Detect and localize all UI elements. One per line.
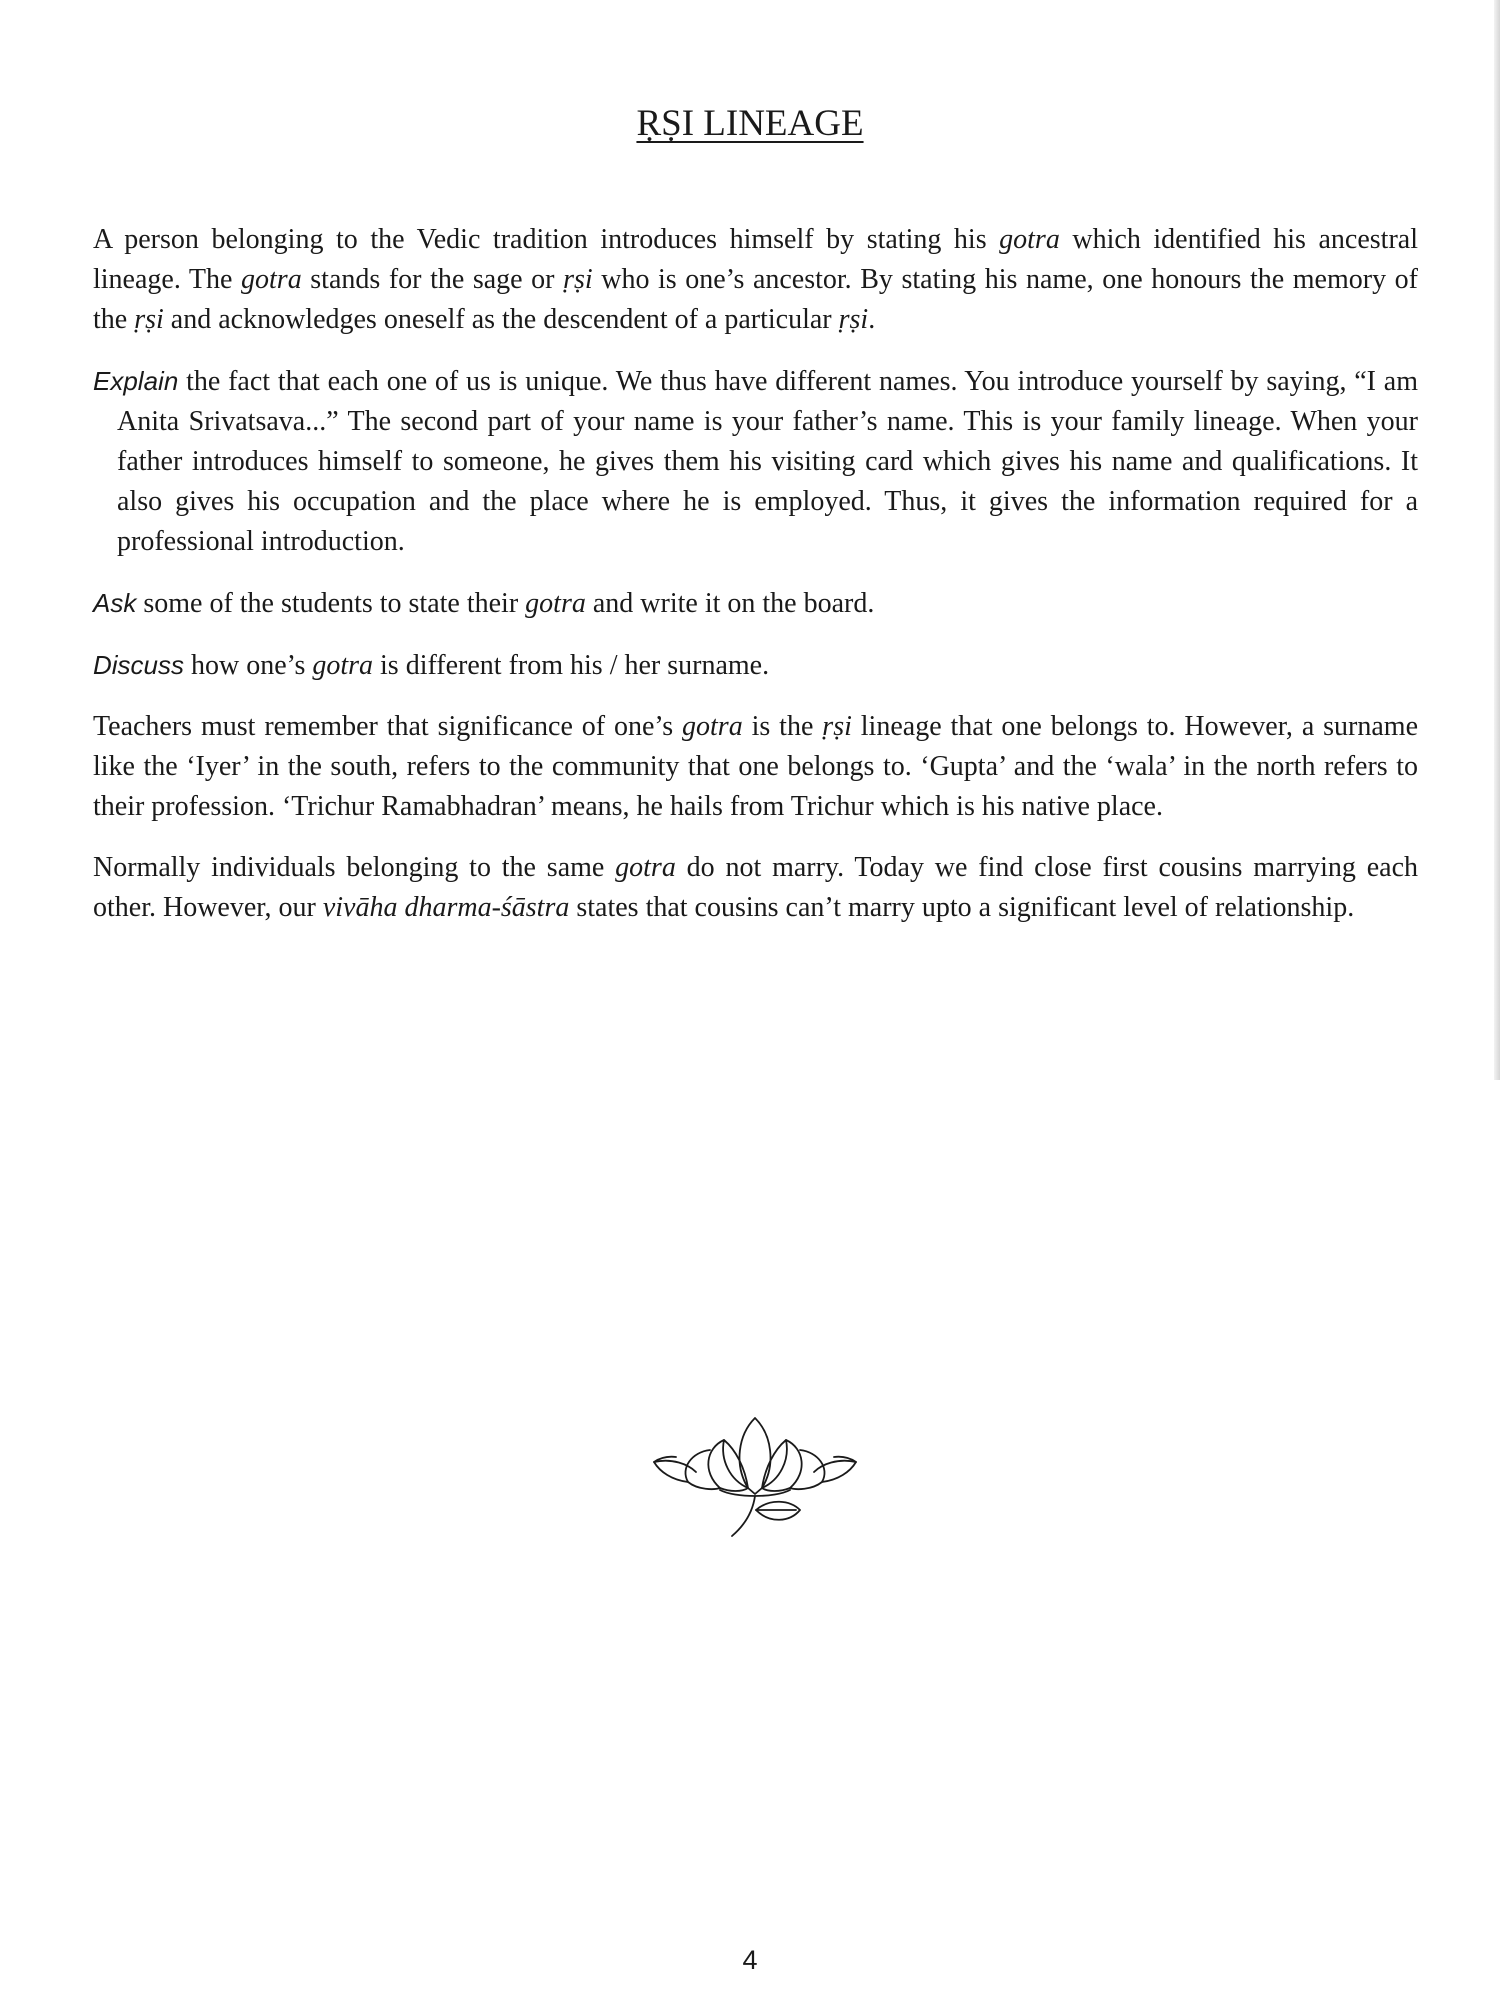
paragraph-ask: Ask some of the students to state their gotra and write it on the board. xyxy=(93,588,875,619)
lotus-icon xyxy=(650,1410,860,1540)
paragraph-intro: A person belonging to the Vedic tradition introduces himself by stating his gotra which identified his ancestral lineage. The gotra stands for the sage or ṛṣi who is one’s ancestor. By stating his name, one honours the memory of the ṛṣi and acknowledges oneself as the descendent of a particular ṛṣi. xyxy=(93,224,1418,335)
page-edge-shadow xyxy=(1494,0,1500,1080)
paragraph-teachers-note: Teachers must remember that significance of one’s gotra is the ṛṣi lineage that one belongs to. However, a surname like the ‘Iyer’ in the south, refers to the community that one belongs to. ‘Gupta’ and the ‘wala’ in the north refers to their profession. ‘Trichur Ramabhadran’ means, he hails from Trichur which is his native place. xyxy=(93,711,1418,822)
instruction-ask: Ask xyxy=(93,588,137,618)
instruction-discuss: Discuss xyxy=(93,650,185,680)
paragraph-marriage: Normally individuals belonging to the same gotra do not marry. Today we find close first cousins marrying each other. However, our vivāha dharma-śāstra states that cousins can’t marry upto a significant level of relationship. xyxy=(93,852,1418,923)
paragraph-discuss: Discuss how one’s gotra is different from his / her surname. xyxy=(93,650,770,681)
paragraph-explain: Explain the fact that each one of us is unique. We thus have different names. You introduce yourself by saying, “I am Anita Srivatsava...” The second part of your name is your father’s name. This is your family lineage. When your father introduces himself to someone, he gives them his visiting card which gives his name and qualifications. It also gives his occupation and the place where he is employed. Thus, it gives the information required for a professional introduction. xyxy=(93,366,1418,557)
instruction-explain: Explain xyxy=(93,366,179,396)
page-title: ṚṢI LINEAGE xyxy=(636,103,864,144)
page-number: 4 xyxy=(742,1945,758,1975)
body-text xyxy=(93,220,1418,949)
